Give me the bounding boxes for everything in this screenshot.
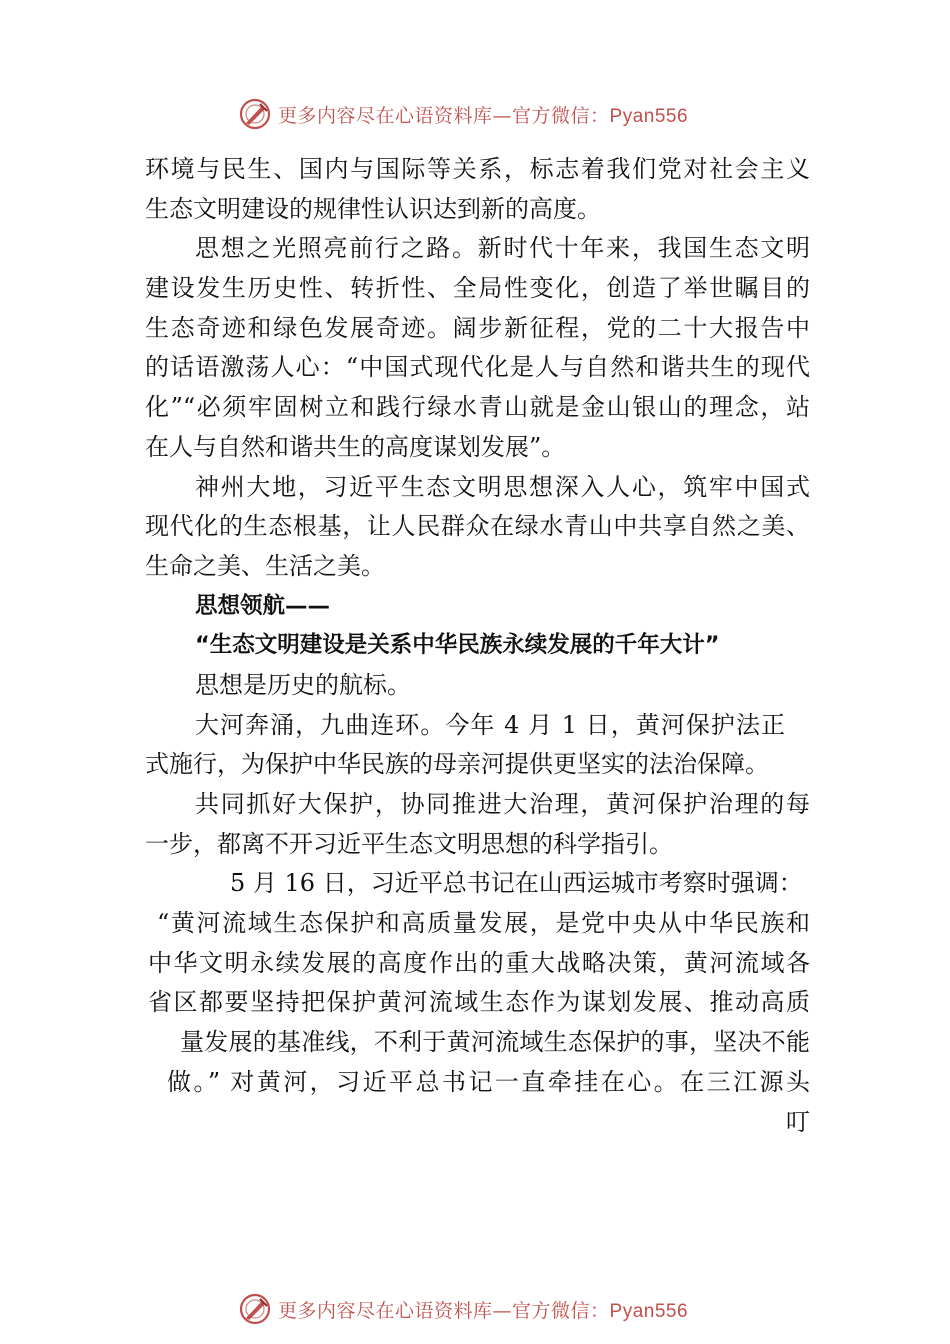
watermark-text: 更多内容尽在心语资料库—官方微信：Pyan556 <box>278 104 689 127</box>
text-line: 建设发生历史性、转折性、全局性变化，创造了举世瞩目的 <box>145 274 810 303</box>
text-line: 共同抓好大保护，协同推进大治理，黄河保护治理的每 <box>195 790 810 818</box>
text-line: 一步，都离不开习近平生态文明思想的科学指引。 <box>145 829 673 858</box>
text-line: 量发展的基准线，不利于黄河流域生态保护的事，坚决不能 <box>180 1028 810 1057</box>
text-line: 式施行，为保护中华民族的母亲河提供更坚实的法治保障。 <box>145 750 769 779</box>
wechat-id: Pyan556 <box>609 105 689 127</box>
text-line: 大河奔涌，九曲连环。今年 4 月 1 日，黄河保护法正 <box>195 710 785 739</box>
text-line: 现代化的生态根基，让人民群众在绿水青山中共享自然之美、 <box>145 512 810 541</box>
text-line: 神州大地，习近平生态文明思想深入人心，筑牢中国式 <box>195 472 810 501</box>
text-line: 生态奇迹和绿色发展奇迹。阔步新征程，党的二十大报告中 <box>145 313 810 342</box>
wechat-id: Pyan556 <box>609 1300 689 1322</box>
text-line: 省区都要坚持把保护黄河流域生态作为谋划发展、推动高质 <box>148 988 810 1017</box>
text-line: 思想之光照亮前行之路。新时代十年来，我国生态文明 <box>195 234 810 263</box>
text-line: 做。” 对黄河，习近平总书记一直牵挂在心。在三江源头 <box>167 1067 810 1096</box>
text-line: 环境与民生、国内与国际等关系，标志着我们党对社会主义 <box>145 155 810 183</box>
text-line: 中华文明永续发展的高度作出的重大战略决策，黄河流域各 <box>148 948 810 977</box>
text-line: 思想是历史的航标。 <box>195 670 411 699</box>
section-heading: 思想领航—— <box>195 592 331 619</box>
text-line: 叮 <box>786 1107 810 1136</box>
text-line: 生态文明建设的规律性认识达到新的高度。 <box>145 194 601 223</box>
watermark-text: 更多内容尽在心语资料库—官方微信：Pyan556 <box>278 1299 689 1322</box>
text-line: 在人与自然和谐共生的高度谋划发展”。 <box>145 432 566 461</box>
footer-watermark <box>238 1292 758 1326</box>
text-line: 的话语激荡人心：“中国式现代化是人与自然和谐共生的现代 <box>145 353 810 382</box>
text-line: 生命之美、生活之美。 <box>145 551 385 580</box>
text-line: 5 月 16 日，习近平总书记在山西运城市考察时强调： <box>230 869 803 898</box>
text-line: “黄河流域生态保护和高质量发展，是党中央从中华民族和 <box>157 909 810 938</box>
document-body <box>145 150 810 1142</box>
text-line: 化”“必须牢固树立和践行绿水青山就是金山银山的理念，站 <box>145 393 810 422</box>
header-watermark <box>238 97 758 131</box>
quill-seal-icon <box>238 1292 272 1326</box>
section-subheading: “生态文明建设是关系中华民族永续发展的千年大计” <box>195 632 720 659</box>
quill-seal-icon <box>238 97 272 131</box>
